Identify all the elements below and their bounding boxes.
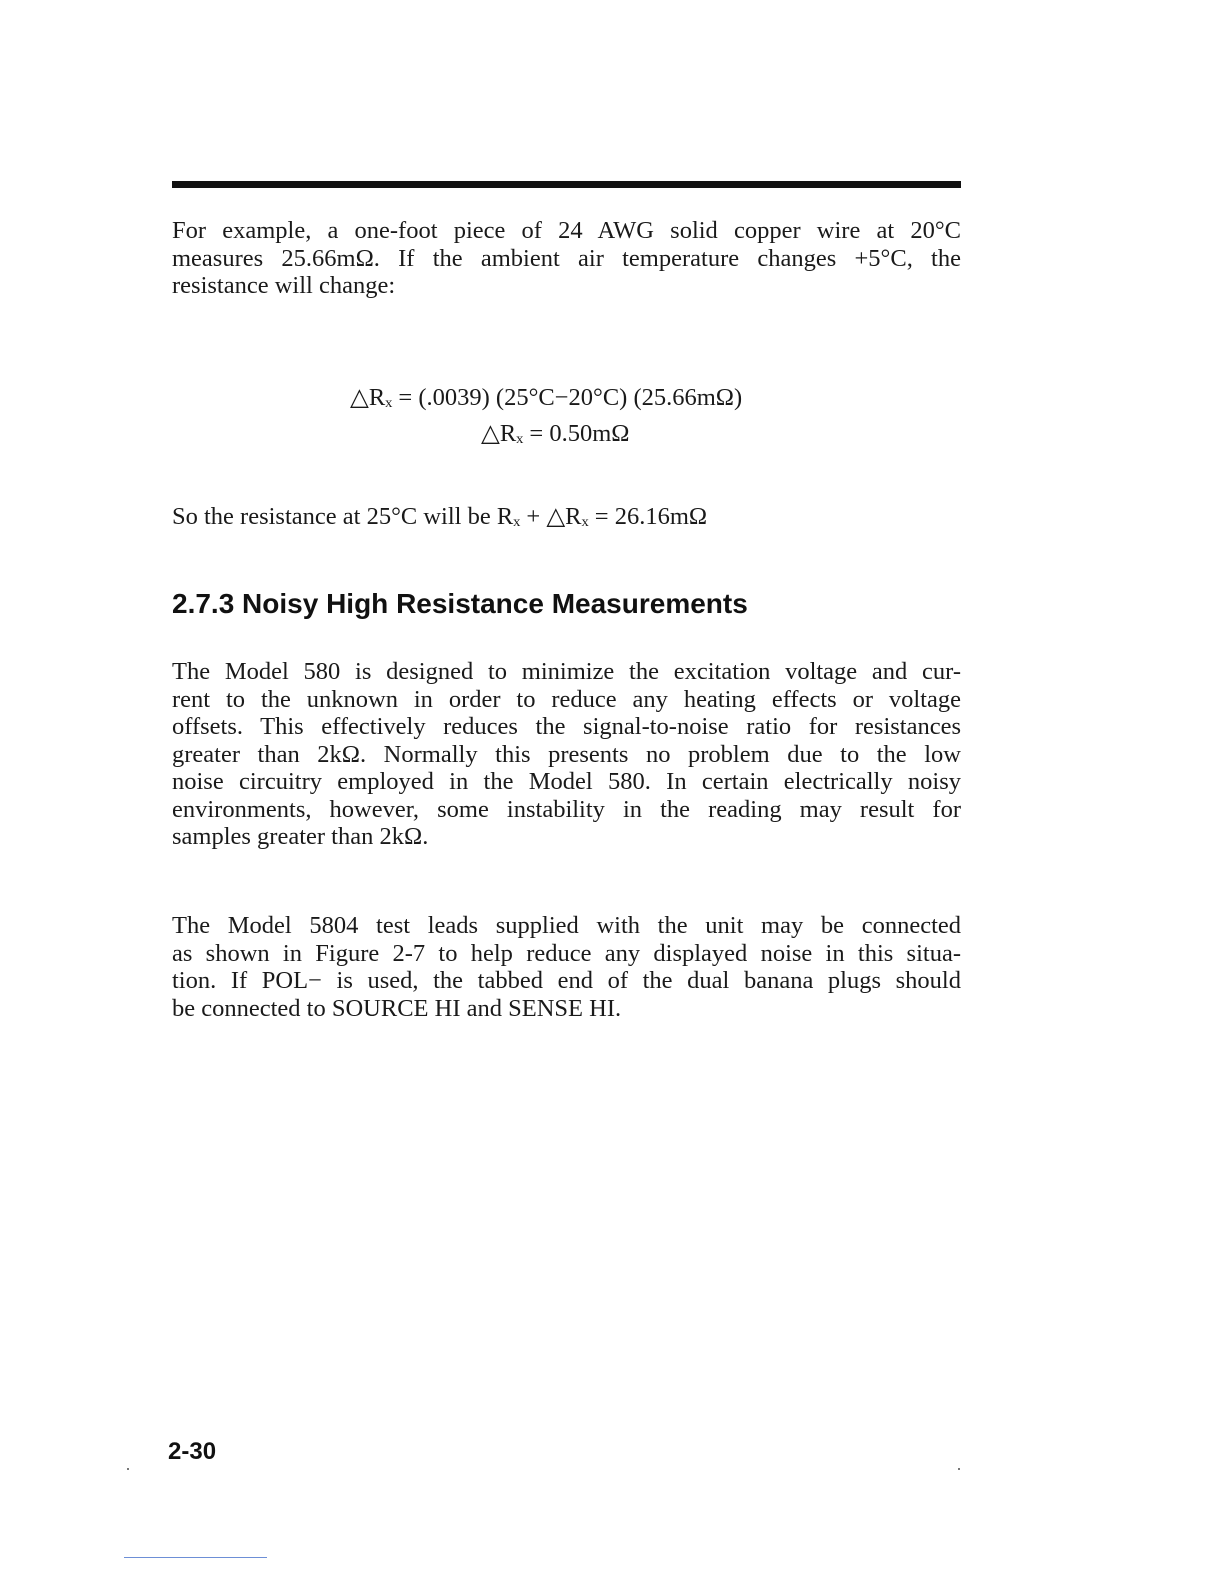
text-line: noise circuitry employed in the Model 580. In certain electrically noisy bbox=[172, 768, 961, 795]
text-line: measures 25.66mΩ. If the ambient air temperature changes +5°C, the bbox=[172, 244, 961, 272]
bottom-underline bbox=[124, 1557, 267, 1558]
text-line: as shown in Figure 2-7 to help reduce any displayed noise in this situa- bbox=[172, 939, 961, 967]
result-sentence: So the resistance at 25°C will be Rₓ + △Rₓ = 26.16mΩ bbox=[172, 503, 708, 530]
text-line: The Model 580 is designed to minimize the excitation voltage and cur- bbox=[172, 658, 961, 685]
text-line: tion. If POL− is used, the tabbed end of the dual banana plugs should bbox=[172, 967, 961, 994]
equation-delta-r-result: △Rₓ = 0.50mΩ bbox=[481, 420, 630, 447]
scan-speck bbox=[958, 1468, 960, 1470]
text-line: samples greater than 2kΩ. bbox=[172, 823, 429, 850]
scan-speck bbox=[127, 1468, 129, 1470]
page-number: 2-30 bbox=[168, 1438, 217, 1465]
noisy-measurement-paragraph bbox=[172, 658, 961, 851]
text-line: resistance will change: bbox=[172, 272, 396, 299]
equation-delta-r: △Rₓ = (.0039) (25°C−20°C) (25.66mΩ) bbox=[350, 384, 743, 411]
text-line: greater than 2kΩ. Normally this presents no problem due to the low bbox=[172, 740, 961, 768]
intro-paragraph bbox=[172, 217, 961, 300]
text-line: For example, a one-foot piece of 24 AWG solid copper wire at 20°C bbox=[172, 217, 961, 244]
section-heading: 2.7.3 Noisy High Resistance Measurements bbox=[172, 588, 748, 619]
text-line: environments, however, some instability in the reading may result for bbox=[172, 795, 961, 823]
test-leads-paragraph bbox=[172, 912, 961, 1022]
text-line: rent to the unknown in order to reduce any heating effects or voltage bbox=[172, 685, 961, 713]
text-line: offsets. This effectively reduces the signal-to-noise ratio for resistances bbox=[172, 713, 961, 740]
top-rule bbox=[172, 181, 961, 188]
text-line: be connected to SOURCE HI and SENSE HI. bbox=[172, 994, 622, 1022]
text-line: The Model 5804 test leads supplied with the unit may be connected bbox=[172, 912, 961, 939]
